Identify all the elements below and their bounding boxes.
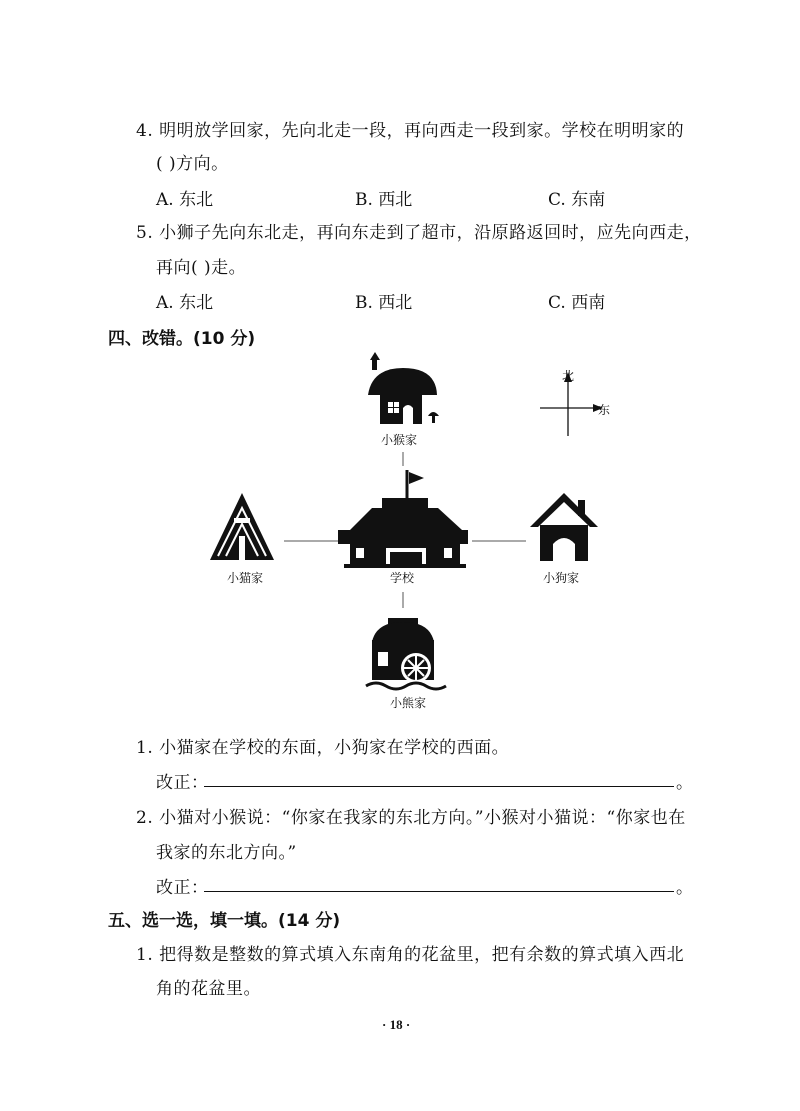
fix-q1-text: 1. 小猫家在学校的东面，小狗家在学校的西面。 xyxy=(136,738,510,758)
q4-option-a[interactable]: A. 东北 xyxy=(156,190,214,210)
fix-q2-end: 。 xyxy=(676,878,694,898)
q4-option-c[interactable]: C. 东南 xyxy=(548,190,606,210)
q5-line2: 再向( )走。 xyxy=(156,258,247,278)
section-5-heading: 五、选一选，填一填。(14 分) xyxy=(108,911,341,931)
q5-option-c[interactable]: C. 西南 xyxy=(548,293,606,313)
fix-q2-line1: 2. 小猫对小猴说：“你家在我家的东北方向。”小猴对小猫说：“你家也在 xyxy=(136,808,686,828)
cat-home-label: 小猫家 xyxy=(227,571,264,585)
school-label: 学校 xyxy=(390,571,415,585)
q5-option-b[interactable]: B. 西北 xyxy=(355,293,413,313)
page-number: · 18 · xyxy=(382,1017,411,1032)
q5-option-a[interactable]: A. 东北 xyxy=(156,293,214,313)
q4-option-b[interactable]: B. 西北 xyxy=(355,190,413,210)
fix-q1-answer-line[interactable] xyxy=(204,786,674,787)
mushroom-house-icon xyxy=(368,352,439,424)
fix-q2-line2: 我家的东北方向。” xyxy=(156,843,297,863)
dog-home-label: 小狗家 xyxy=(543,571,580,585)
dog-house-icon xyxy=(530,493,598,561)
bear-home-label: 小熊家 xyxy=(390,696,427,710)
school-building-icon xyxy=(338,470,468,568)
fix-q1-label: 改正： xyxy=(156,773,209,793)
direction-map xyxy=(200,350,620,712)
a-frame-house-icon xyxy=(210,493,274,560)
monkey-home-label: 小猴家 xyxy=(381,433,418,447)
compass-north-label: 北 xyxy=(562,369,575,383)
fix-q2-answer-line[interactable] xyxy=(204,891,674,892)
water-wheel-hut-icon xyxy=(366,618,446,689)
section-4-heading: 四、改错。(10 分) xyxy=(108,329,256,349)
q5-line1: 5. 小狮子先向东北走，再向东走到了超市，沿原路返回时，应先向西走， xyxy=(136,223,702,243)
fix-q2-label: 改正： xyxy=(156,878,209,898)
compass-east-label: 东 xyxy=(598,403,611,417)
part5-q1-line2: 角的花盆里。 xyxy=(156,979,261,999)
q4-line2: ( )方向。 xyxy=(156,154,229,174)
part5-q1-line1: 1. 把得数是整数的算式填入东南角的花盆里，把有余数的算式填入西北 xyxy=(136,945,685,965)
q4-line1: 4. 明明放学回家，先向北走一段，再向西走一段到家。学校在明明家的 xyxy=(136,121,685,141)
fix-q1-end: 。 xyxy=(676,773,694,793)
